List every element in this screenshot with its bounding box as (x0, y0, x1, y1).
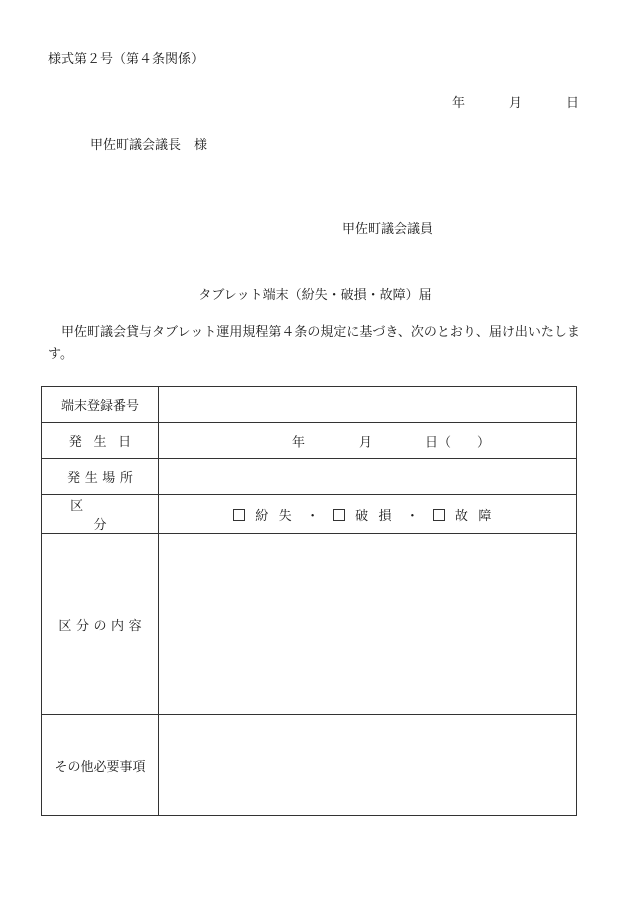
label-occurrence-date: 発生日 (42, 423, 159, 459)
label-device-number: 端末登録番号 (42, 387, 159, 423)
label-occurrence-place: 発生場所 (42, 459, 159, 495)
table-row (42, 715, 577, 816)
form-number: 様式第２号（第４条関係） (48, 52, 205, 67)
document-title: タブレット端末（紛失・破損・故障）届 (198, 288, 432, 303)
table-row (42, 423, 577, 459)
category-damaged: 破損 (355, 508, 402, 524)
table-row (42, 495, 577, 534)
category-lost: 紛失 (255, 508, 303, 524)
label-category-details: 区分の内容 (42, 534, 159, 715)
body-text: 甲佐町議会貸与タブレット運用規程第４条の規定に基づき、次のとおり、届け出いたします。 (48, 325, 580, 362)
field-category-details[interactable] (159, 534, 577, 715)
field-device-number[interactable] (159, 387, 577, 423)
checkbox-empty-icon[interactable] (233, 509, 245, 521)
submission-date (452, 92, 579, 111)
table-row (42, 534, 577, 715)
field-occurrence-place[interactable] (159, 459, 577, 495)
date-day-label: 日 (566, 96, 580, 111)
field-other-matters[interactable] (159, 715, 577, 816)
label-category: 区分 (42, 495, 159, 534)
category-broken: 故障 (454, 508, 502, 524)
date-day-text: 日（ (425, 435, 452, 450)
field-category (159, 495, 577, 534)
table-row (42, 387, 577, 423)
checkbox-empty-icon[interactable] (333, 509, 345, 521)
sender: 甲佐町議会議員 (342, 222, 434, 237)
date-close-text: ） (477, 435, 491, 450)
addressee: 甲佐町議会議長 様 (90, 138, 208, 153)
field-occurrence-date[interactable] (159, 423, 577, 459)
label-other-matters: その他必要事項 (42, 715, 159, 816)
table-row (42, 459, 577, 495)
category-separator: ・ (306, 508, 320, 524)
date-year-text: 年 (292, 435, 306, 450)
report-form-table (41, 386, 577, 816)
date-year-label: 年 (452, 96, 466, 111)
date-month-label: 月 (509, 96, 523, 111)
date-month-text: 月 (359, 435, 373, 450)
category-separator: ・ (405, 508, 419, 524)
checkbox-empty-icon[interactable] (433, 509, 445, 521)
